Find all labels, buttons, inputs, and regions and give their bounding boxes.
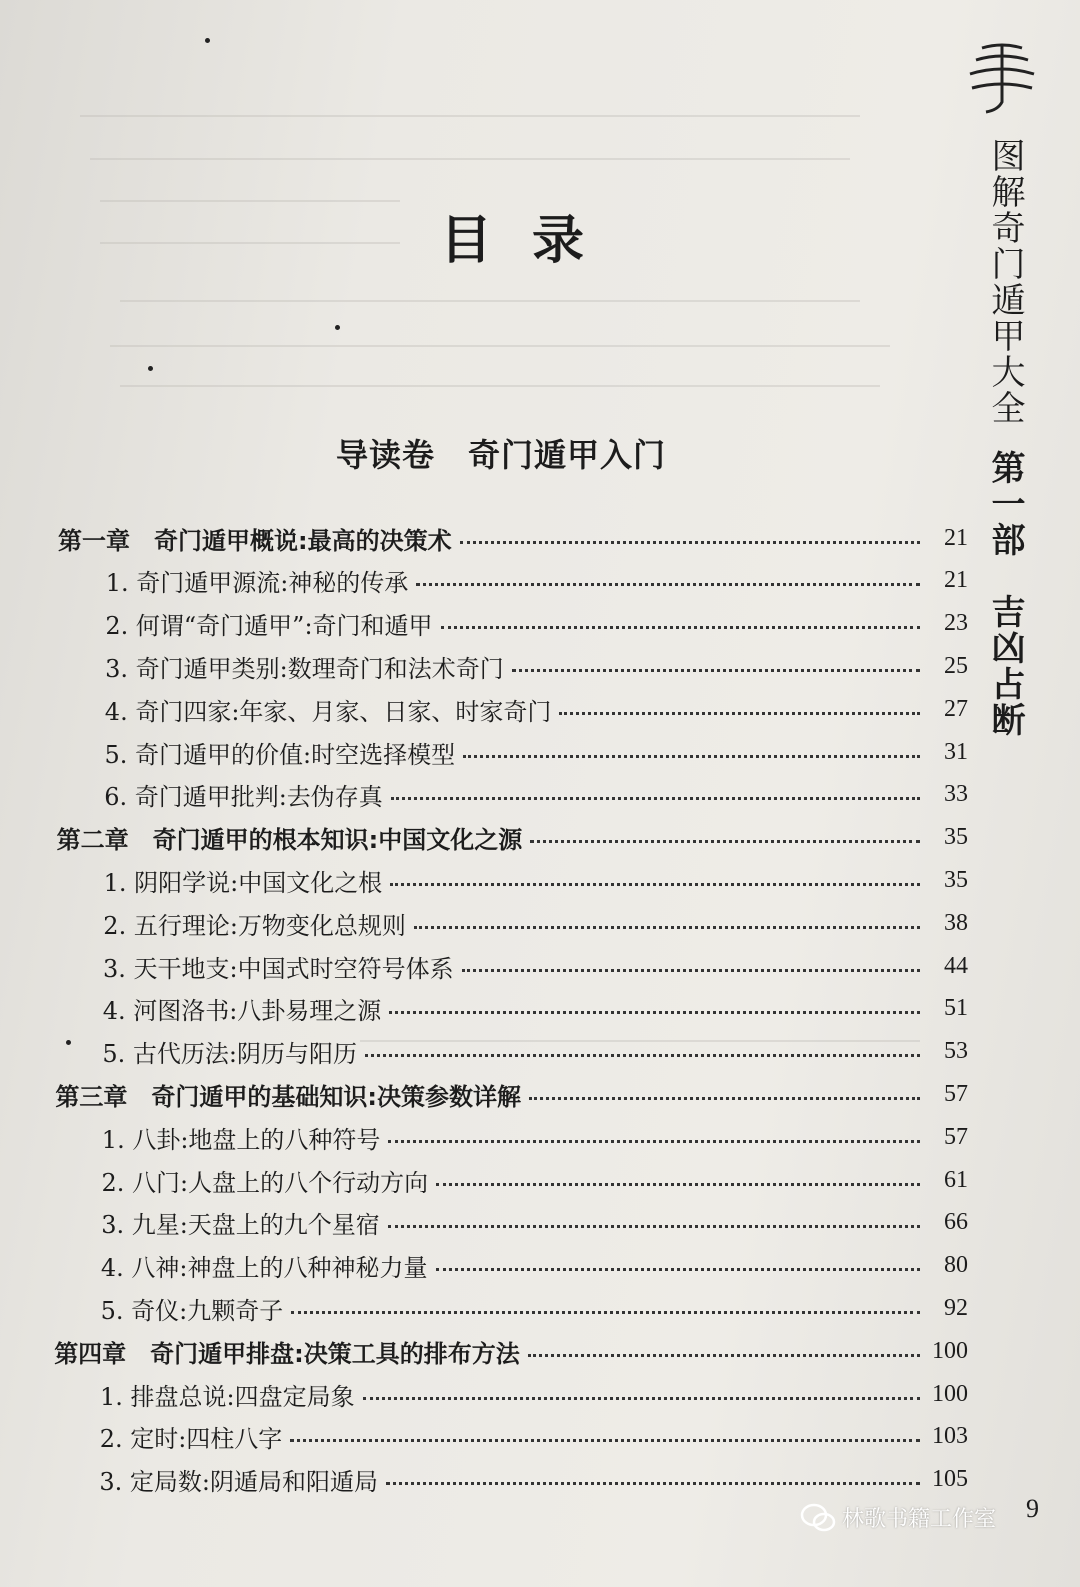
toc-entry-label: 1. 奇门遁甲源流:神秘的传承 <box>105 569 409 598</box>
toc-entry-label: 第四章 奇门遁甲排盘:决策工具的排布方法 <box>54 1339 520 1368</box>
dot-leader <box>529 1097 920 1100</box>
toc-entry-label: 第三章 奇门遁甲的基础知识:决策参数详解 <box>55 1082 521 1111</box>
toc-entry-label: 2. 定时:四柱八字 <box>99 1425 283 1454</box>
dot-leader <box>462 969 920 972</box>
toc-chapter-row <box>57 822 968 854</box>
toc-entry-label: 5. 奇仪:九颗奇子 <box>100 1296 284 1325</box>
toc-page-number: 100 <box>932 1380 968 1407</box>
toc-entry-label: 3. 天干地支:中国式时空符号体系 <box>103 954 454 983</box>
dot-leader <box>390 883 920 886</box>
toc-page-number: 105 <box>931 1466 968 1493</box>
toc-entry-label: 3. 九星:天盘上的九个星宿 <box>101 1211 380 1240</box>
toc-page-number: 57 <box>943 1080 968 1107</box>
toc-section-row <box>102 1164 969 1196</box>
watermark <box>800 1502 996 1533</box>
dot-leader <box>436 1268 920 1271</box>
dot-leader <box>436 1183 920 1186</box>
dot-leader <box>389 1011 920 1014</box>
dot-leader <box>363 1397 920 1400</box>
toc-section-row <box>101 1250 968 1282</box>
toc-section-row <box>103 950 968 982</box>
toc-page-number: 31 <box>944 738 968 765</box>
toc-page-number: 51 <box>943 995 968 1022</box>
toc-entry-label: 1. 排盘总说:四盘定局象 <box>100 1382 355 1411</box>
dot-leader <box>391 797 920 800</box>
toc-section-row <box>105 608 968 640</box>
toc-chapter-row <box>55 1078 968 1110</box>
dot-leader <box>365 1054 920 1057</box>
toc-entry-label: 4. 河图洛书:八卦易理之源 <box>102 997 382 1026</box>
dot-leader <box>414 926 920 929</box>
toc-section-row <box>102 1121 968 1153</box>
toc-page-number: 61 <box>944 1166 968 1193</box>
section-title: 导读卷 奇门遁甲入门 <box>336 436 667 474</box>
dot-leader <box>388 1140 920 1143</box>
toc-section-row <box>101 1292 968 1324</box>
book-title: 图解奇门遁甲大全 <box>985 138 1025 426</box>
toc-entry-label: 第二章 奇门遁甲的根本知识:中国文化之源 <box>56 826 523 855</box>
toc-section-row <box>104 864 968 896</box>
toc-page-number: 44 <box>944 952 968 979</box>
toc-section-row <box>105 736 969 768</box>
toc-section-row <box>100 1378 968 1410</box>
pine-tree-ornament-icon <box>962 38 1042 118</box>
dot-leader <box>386 1482 920 1485</box>
toc-chapter-row <box>58 522 968 554</box>
toc-page-number: 66 <box>943 1209 968 1236</box>
toc-section-row <box>104 779 968 811</box>
toc-section-row <box>106 565 968 597</box>
toc-entry-label: 6. 奇门遁甲批判:去伪存真 <box>104 783 383 812</box>
toc-section-row <box>102 1036 968 1068</box>
toc-page-number: 25 <box>943 652 968 679</box>
toc-page-number: 23 <box>943 610 968 637</box>
toc-section-row <box>105 650 968 682</box>
toc-page-number: 21 <box>944 524 968 551</box>
toc-entry-label: 5. 古代历法:阴历与阳历 <box>102 1040 358 1069</box>
toc-page-number: 92 <box>943 1294 968 1321</box>
toc-entry-label: 3. 定局数:阴遁局和阳遁局 <box>99 1468 379 1497</box>
page-title: 目录 <box>440 211 625 271</box>
toc-entry-label: 3. 奇门遁甲类别:数理奇门和法术奇门 <box>105 654 504 683</box>
toc-entry-label: 2. 何谓“奇门遁甲”:奇门和遁甲 <box>105 612 433 641</box>
watermark-text: 林歌书籍工作室 <box>842 1507 997 1532</box>
dot-leader <box>530 840 920 843</box>
toc-section-row <box>105 693 968 725</box>
dot-leader <box>463 755 920 758</box>
dot-leader <box>512 669 920 672</box>
toc-entry-label: 1. 阴阳学说:中国文化之根 <box>103 868 383 897</box>
dot-leader <box>290 1439 920 1442</box>
toc-page-number: 100 <box>931 1337 968 1364</box>
chat-bubbles-icon <box>800 1503 836 1533</box>
toc-entry-label: 4. 八神:神盘上的八种神秘力量 <box>100 1254 428 1283</box>
page-number: 9 <box>1026 1494 1039 1523</box>
toc-section-row <box>103 907 968 939</box>
toc-section-row <box>99 1464 968 1496</box>
toc-page-number: 21 <box>943 567 968 594</box>
dot-leader <box>388 1225 920 1228</box>
toc-section-row <box>101 1207 968 1239</box>
toc-entry-label: 5. 奇门遁甲的价值:时空选择模型 <box>104 740 456 769</box>
dot-leader <box>559 712 920 715</box>
toc-section-row <box>103 993 968 1025</box>
toc-page-number: 57 <box>943 1123 968 1150</box>
dot-leader <box>528 1354 920 1357</box>
toc-chapter-row <box>54 1335 968 1367</box>
toc-page-number: 27 <box>943 695 968 722</box>
dot-leader <box>291 1311 920 1314</box>
toc-section-row <box>100 1421 968 1453</box>
toc-page-number: 33 <box>943 781 968 808</box>
toc-entry-label: 2. 五行理论:万物变化总规则 <box>103 911 406 940</box>
toc-page-number: 35 <box>943 866 968 893</box>
toc-entry-label: 4. 奇门四家:年家、月家、日家、时家奇门 <box>104 697 552 726</box>
toc-entry-label: 2. 八门:人盘上的八个行动方向 <box>101 1168 429 1197</box>
toc-entry-label: 第一章 奇门遁甲概说:最高的决策术 <box>58 526 452 555</box>
toc-page-number: 80 <box>943 1252 968 1279</box>
toc-page-number: 35 <box>943 824 968 851</box>
side-running-title <box>986 138 1030 738</box>
dot-leader <box>441 626 920 629</box>
toc-page-number: 53 <box>943 1038 968 1065</box>
part-title: 第一部 吉凶占断 <box>985 450 1025 738</box>
dot-leader <box>460 541 920 544</box>
toc-page-number: 38 <box>943 909 968 936</box>
dot-leader <box>416 583 920 586</box>
toc-entry-label: 1. 八卦:地盘上的八种符号 <box>101 1125 381 1154</box>
toc-page-number: 103 <box>931 1423 968 1450</box>
